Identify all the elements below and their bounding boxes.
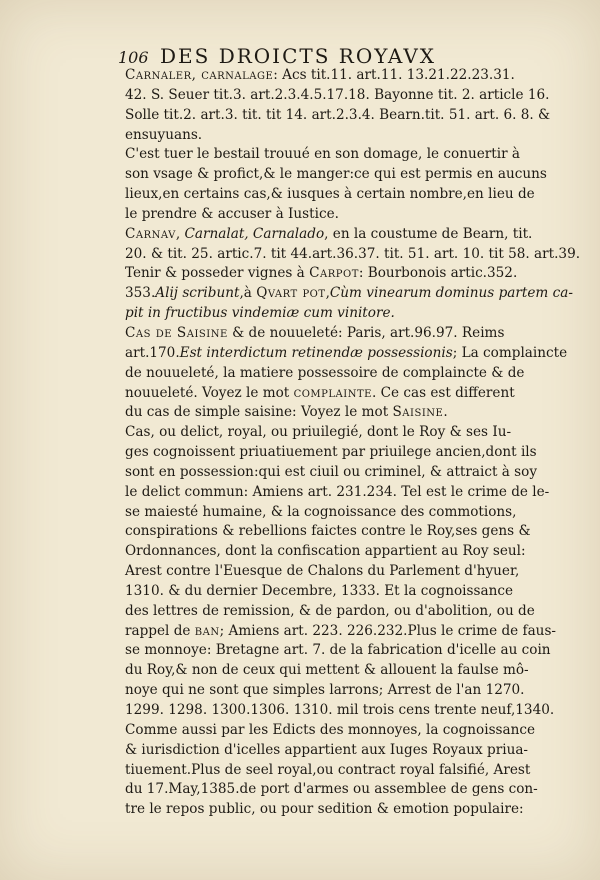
small-caps-term: Carnaler, carnalage bbox=[125, 67, 274, 83]
text-segment: , bbox=[325, 285, 330, 302]
text-line bbox=[125, 264, 518, 284]
text-segment: rappel de bbox=[125, 622, 195, 639]
text-segment: & de nouueleté: Paris, art.96.97. Reims bbox=[227, 324, 505, 341]
text-segment: , en la coustume de Bearn, tit. bbox=[324, 225, 533, 242]
text-segment: . Ce cas est different bbox=[371, 384, 515, 401]
text-line bbox=[125, 205, 518, 225]
italic-text: Alij scribunt bbox=[155, 285, 240, 302]
text-segment: du Roy,& non de ceux qui mettent & allouent la faulse mô- bbox=[125, 662, 529, 679]
page-number: 106 bbox=[118, 48, 149, 67]
text-segment: sont en possession:qui est ciuil ou criminel, & attraict à soy bbox=[125, 463, 537, 480]
text-segment: : Acs tit.11. art.11. 13.21.22.23.31. bbox=[273, 67, 515, 83]
body-text bbox=[125, 66, 581, 820]
text-segment: son vsage & profict,& le manger:ce qui est permis en aucuns bbox=[125, 166, 547, 183]
text-line bbox=[125, 106, 551, 126]
text-segment: le delict commun: Amiens art. 231.234. Tel est le crime de le- bbox=[125, 483, 550, 500]
text-line bbox=[125, 284, 573, 304]
text-line bbox=[125, 304, 518, 324]
text-segment: 42. S. Seuer tit.3. art.2.3.4.5.17.18. Bayonne tit. 2. article 16. bbox=[125, 86, 550, 103]
text-line bbox=[125, 403, 518, 423]
text-segment: se maiesté humaine, & la cognoissance des commotions, bbox=[125, 503, 517, 520]
italic-text: Carnalat, Carnalado bbox=[184, 225, 325, 242]
text-line bbox=[125, 364, 525, 384]
text-segment: des lettres de remission, & de pardon, ou d'abolition, ou de bbox=[125, 602, 535, 619]
text-line bbox=[125, 582, 518, 602]
text-segment: . bbox=[443, 404, 448, 421]
text-segment: ensuyuans. bbox=[125, 126, 203, 143]
text-segment: Arest contre l'Euesque de Chalons du Parlement d'hyuer, bbox=[125, 563, 520, 580]
text-segment: ,à bbox=[239, 285, 257, 302]
text-line bbox=[125, 522, 531, 542]
small-caps-term: Carpot bbox=[309, 265, 359, 282]
small-caps-term: Carnav bbox=[125, 225, 176, 242]
text-segment: ; Amiens art. 223. 226.232.Plus le crime de faus- bbox=[219, 622, 557, 639]
italic-text: Est interdictum retinendæ possessionis bbox=[179, 344, 453, 361]
small-caps-term: ban bbox=[194, 622, 220, 639]
text-line bbox=[125, 245, 581, 265]
text-line bbox=[125, 145, 518, 165]
text-line bbox=[125, 800, 524, 820]
text-segment: Ordonnances, dont la confiscation appartient au Roy seul: bbox=[125, 543, 526, 560]
text-line bbox=[125, 443, 537, 463]
text-line bbox=[125, 344, 568, 364]
text-line bbox=[125, 165, 547, 185]
text-line bbox=[125, 562, 518, 582]
text-segment: & iurisdiction d'icelles appartient aux Iuges Royaux priua- bbox=[125, 741, 529, 758]
text-segment: 20. & tit. 25. artic.7. tit 44.art.36.37. tit. 51. art. 10. tit 58. art.39. bbox=[125, 245, 581, 262]
text-segment: du cas de simple saisine: Voyez le mot bbox=[125, 404, 393, 421]
small-caps-term: Qvart pot bbox=[256, 285, 326, 302]
text-segment: se monnoye: Bretagne art. 7. de la fabrication d'icelle au coin bbox=[125, 642, 551, 659]
italic-text: pit in fructibus vindemiæ cum vinitore. bbox=[125, 305, 395, 322]
text-segment: : Bourbonois artic.352. bbox=[358, 265, 518, 282]
text-line bbox=[125, 780, 538, 800]
running-title: DES DROICTS ROYAVX bbox=[160, 44, 437, 68]
text-segment: ; La complaincte bbox=[452, 344, 568, 361]
text-segment: Comme aussi par les Edicts des monnoyes, la cognoissance bbox=[125, 721, 536, 738]
text-segment: tre le repos public, ou pour sedition & emotion populaire: bbox=[125, 801, 524, 818]
text-segment: tiuement.Plus de seel royal,ou contract royal falsifié, Arest bbox=[125, 761, 531, 778]
text-segment: Tenir & posseder vignes à bbox=[125, 265, 310, 282]
text-segment: Cas, ou delict, royal, ou priuilegié, dont le Roy & ses Iu- bbox=[125, 424, 512, 441]
text-segment: du 17.May,1385.de port d'armes ou assemblee de gens con- bbox=[125, 781, 538, 798]
text-segment: ges cognoissent priuatiuement par priuilege ancien,dont ils bbox=[125, 444, 537, 461]
text-segment: 1299. 1298. 1300.1306. 1310. mil trois cens trente neuf,1340. bbox=[125, 702, 555, 718]
text-line bbox=[125, 741, 529, 761]
small-caps-term: Saisine bbox=[392, 404, 444, 421]
text-segment: conspirations & rebellions faictes contre le Roy,ses gens & bbox=[125, 523, 531, 540]
text-line bbox=[125, 324, 518, 344]
text-line bbox=[125, 622, 557, 642]
text-segment: nouueleté. Voyez le mot bbox=[125, 384, 294, 401]
text-segment: le prendre & accuser à Iustice. bbox=[125, 205, 339, 222]
text-line bbox=[125, 542, 526, 562]
text-segment: lieux,en certains cas,& iusques à certain nombre,en lieu de bbox=[125, 186, 535, 203]
text-segment: noye qui ne sont que simples larrons; Arrest de l'an 1270. bbox=[125, 682, 525, 699]
text-segment: C'est tuer le bestail trouué en son domage, le conuertir à bbox=[125, 146, 520, 163]
text-line bbox=[125, 681, 525, 701]
text-line bbox=[125, 126, 518, 146]
text-line bbox=[125, 463, 537, 483]
text-segment: 1310. & du dernier Decembre, 1333. Et la cognoissance bbox=[125, 582, 513, 599]
text-line bbox=[125, 661, 529, 681]
small-caps-term: complainte bbox=[293, 384, 372, 401]
text-segment: art.170. bbox=[125, 344, 180, 361]
text-line bbox=[125, 86, 550, 106]
text-line bbox=[125, 225, 533, 245]
text-segment: de nouueleté, la matiere possessoire de complaincte & de bbox=[125, 364, 525, 381]
text-line bbox=[125, 384, 518, 404]
text-line bbox=[125, 483, 550, 503]
text-line bbox=[125, 641, 551, 661]
italic-text: Cùm vinearum dominus partem ca- bbox=[329, 285, 573, 302]
text-line bbox=[125, 701, 555, 721]
text-segment: Solle tit.2. art.3. tit. tit 14. art.2.3.4. Bearn.tit. 51. art. 6. 8. & bbox=[125, 106, 551, 123]
text-segment: , bbox=[175, 225, 185, 242]
text-segment: 353. bbox=[125, 285, 156, 302]
text-line bbox=[125, 503, 518, 523]
text-line bbox=[125, 761, 531, 781]
text-line bbox=[125, 185, 535, 205]
text-line bbox=[125, 602, 535, 622]
text-line bbox=[125, 66, 518, 86]
small-caps-term: Cas de Saisine bbox=[125, 324, 228, 341]
text-line bbox=[125, 423, 518, 443]
text-line bbox=[125, 721, 536, 741]
